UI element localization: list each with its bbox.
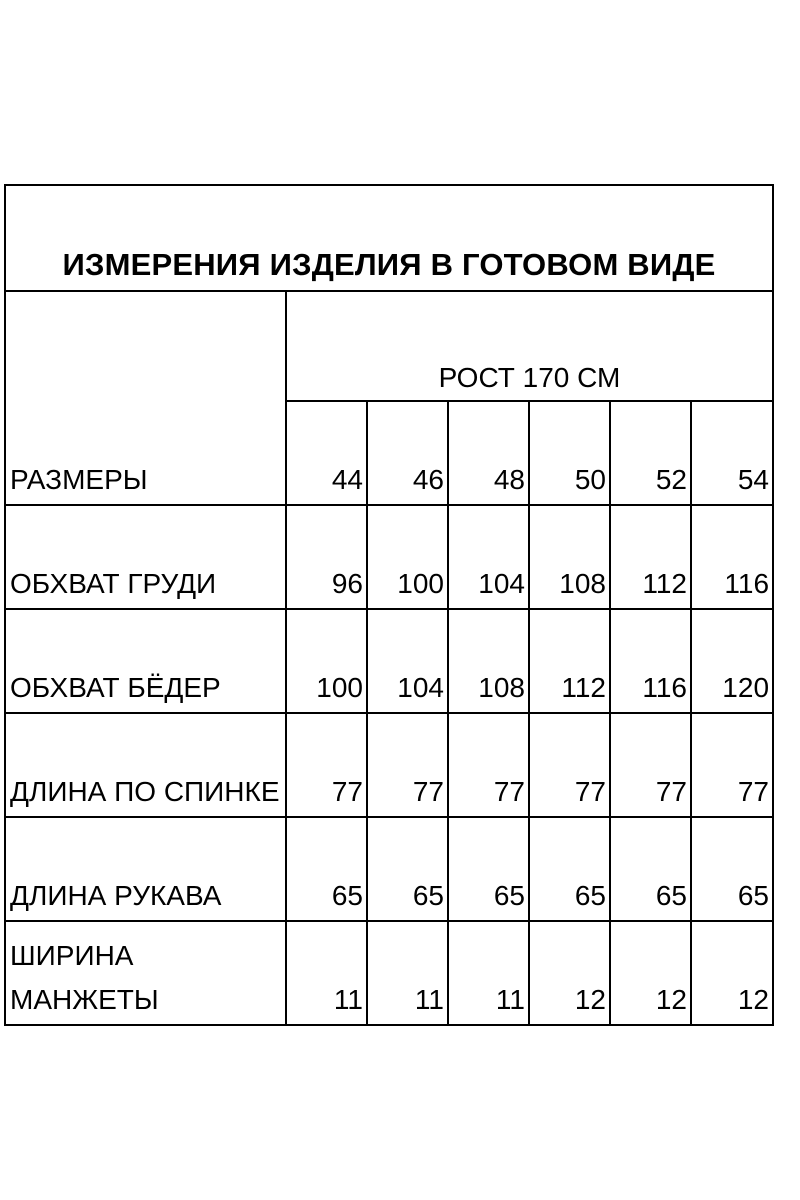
hips-value: 116 [610,609,691,713]
chest-value: 116 [691,505,773,609]
table-row [5,505,773,609]
height-label: РОСТ 170 СМ [286,291,773,401]
back-length-value: 77 [367,713,448,817]
sleeve-length-value: 65 [529,817,610,921]
row-label-hips: ОБХВАТ БЁДЕР [5,609,286,713]
row-label-sleeve-length: ДЛИНА РУКАВА [5,817,286,921]
row-label-cuff-width: ШИРИНА МАНЖЕТЫ [5,921,286,1025]
hips-value: 120 [691,609,773,713]
sleeve-length-value: 65 [448,817,529,921]
back-length-value: 77 [448,713,529,817]
title-row [5,185,773,291]
size-value: 52 [610,401,691,505]
hips-value: 112 [529,609,610,713]
cuff-width-value: 12 [610,921,691,1025]
sleeve-length-value: 65 [286,817,367,921]
back-length-value: 77 [610,713,691,817]
table-row [5,817,773,921]
chest-value: 100 [367,505,448,609]
hips-value: 108 [448,609,529,713]
chest-value: 104 [448,505,529,609]
hips-value: 100 [286,609,367,713]
height-row [5,291,773,401]
row-label-sizes: РАЗМЕРЫ [5,291,286,505]
table-row [5,921,773,1025]
sleeve-length-value: 65 [367,817,448,921]
cuff-width-value: 11 [286,921,367,1025]
size-value: 54 [691,401,773,505]
size-value: 46 [367,401,448,505]
chest-value: 112 [610,505,691,609]
size-value: 44 [286,401,367,505]
hips-value: 104 [367,609,448,713]
chest-value: 108 [529,505,610,609]
sleeve-length-value: 65 [610,817,691,921]
size-table [4,184,774,1026]
back-length-value: 77 [691,713,773,817]
table-row [5,713,773,817]
cuff-width-value: 11 [367,921,448,1025]
size-value: 48 [448,401,529,505]
cuff-width-value: 12 [691,921,773,1025]
size-value: 50 [529,401,610,505]
cuff-width-value: 11 [448,921,529,1025]
row-label-back-length: ДЛИНА ПО СПИНКЕ [5,713,286,817]
table-row [5,609,773,713]
chest-value: 96 [286,505,367,609]
cuff-width-value: 12 [529,921,610,1025]
back-length-value: 77 [286,713,367,817]
row-label-chest: ОБХВАТ ГРУДИ [5,505,286,609]
table-title: ИЗМЕРЕНИЯ ИЗДЕЛИЯ В ГОТОВОМ ВИДЕ [5,185,773,291]
sleeve-length-value: 65 [691,817,773,921]
back-length-value: 77 [529,713,610,817]
